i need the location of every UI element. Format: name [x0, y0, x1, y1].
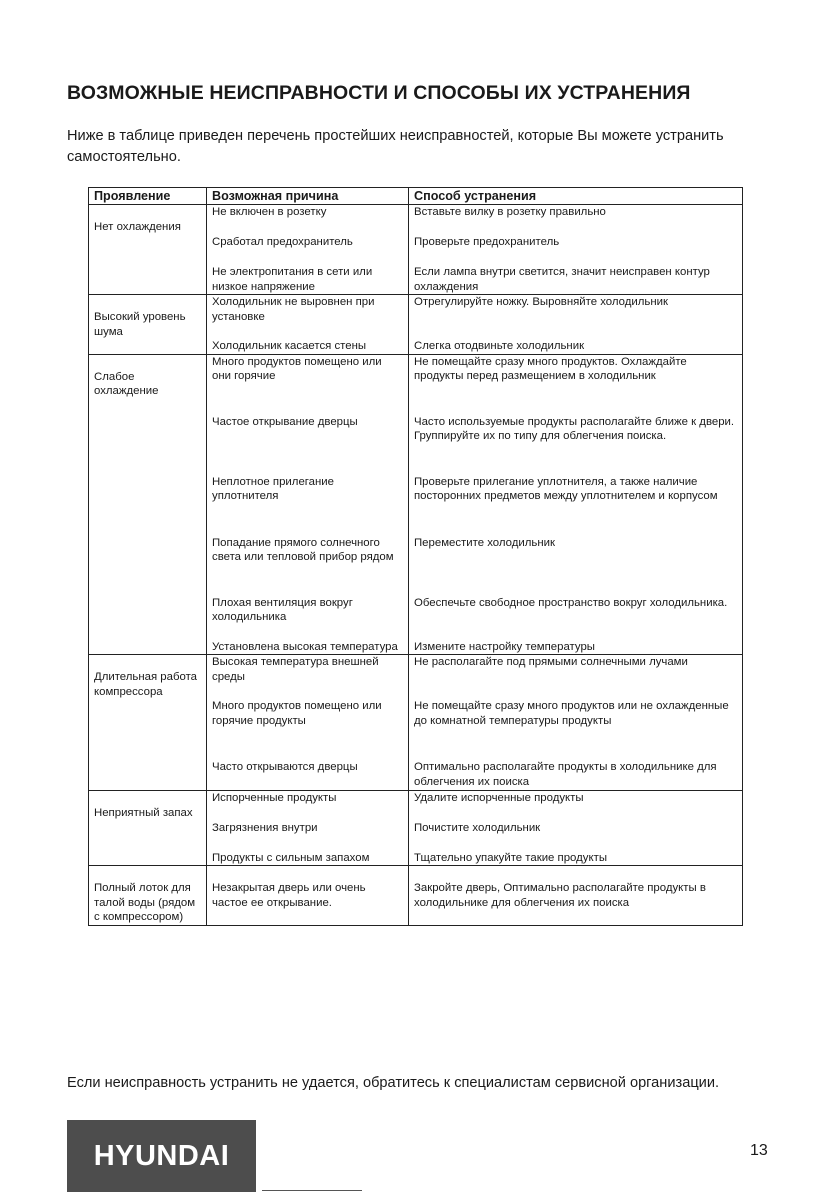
remedy-cell: [409, 354, 743, 655]
remedy-item: Обеспечьте свободное пространство вокруг холодильника.: [414, 596, 728, 609]
remedy-cell: [409, 295, 743, 355]
table-row: [89, 866, 743, 926]
cause-cell: [207, 295, 409, 355]
remedy-item: Вставьте вилку в розетку правильно: [414, 206, 606, 218]
remedy-item: Переместите холодильник: [414, 536, 555, 549]
cause-item: Незакрытая дверь или очень частое ее открывание.: [212, 882, 366, 909]
cause-item: Испорченные продукты: [212, 791, 337, 804]
table-row: [89, 354, 743, 655]
remedy-item: Оптимально располагайте продукты в холодильнике для облегчения их поиска: [414, 761, 717, 788]
symptom-cell: Полный лоток для талой воды (рядом с компрессором): [89, 866, 207, 926]
remedy-item: Почистите холодильник: [414, 821, 541, 834]
cause-item: Установлена высокая температура: [212, 640, 398, 653]
troubleshooting-table: [88, 187, 743, 926]
symptom-cell: Слабое охлаждение: [89, 354, 207, 655]
cause-item: Сработал предохранитель: [212, 236, 353, 248]
cause-item: Холодильник не выровнен при установке: [212, 296, 375, 323]
hyundai-logo: [67, 1120, 256, 1192]
cause-item: Много продуктов помещено или они горячие: [212, 355, 382, 383]
symptom-cell: Длительная работа компрессора: [89, 655, 207, 790]
cause-cell: [207, 354, 409, 655]
symptom-cell: Неприятный запах: [89, 790, 207, 866]
footer-note: Если неисправность устранить не удается, обратитесь к специалистам сервисной организации.: [67, 1075, 720, 1091]
table-row: [89, 655, 743, 790]
remedy-item: Отрегулируйте ножку. Выровняйте холодильник: [414, 296, 668, 309]
remedy-item: Часто используемые продукты располагайте ближе к двери. Группируйте их по типу для облегчения поиска.: [414, 415, 735, 443]
intro-text: Ниже в таблице приведен перечень простейших неисправностей, которые Вы можете устранить самостоятельно.: [67, 128, 724, 165]
remedy-cell: [409, 205, 743, 295]
remedy-item: Не располагайте под прямыми солнечными лучами: [414, 656, 688, 669]
remedy-item: Закройте дверь, Оптимально располагайте продукты в холодильнике для облегчения их поиска: [414, 882, 706, 909]
symptom-cell: Высокий уровень шума: [89, 295, 207, 355]
cause-item: Холодильник касается стены: [212, 340, 367, 353]
header-symptom: Проявление: [89, 188, 207, 205]
cause-cell: [207, 790, 409, 866]
logo-text: HYUNDAI: [93, 1139, 230, 1172]
remedy-item: Не помещайте сразу много продуктов. Охлаждайте продукты перед размещением в холодильник: [414, 355, 687, 383]
page-title: ВОЗМОЖНЫЕ НЕИСПРАВНОСТИ И СПОСОБЫ ИХ УСТРАНЕНИЯ: [67, 82, 691, 104]
table-row: [89, 295, 743, 355]
remedy-item: Измените настройку температуры: [414, 640, 595, 653]
remedy-item: Слегка отодвиньте холодильник: [414, 340, 585, 353]
cause-item: Не электропитания в сети или низкое напряжение: [212, 266, 373, 293]
remedy-item: Если лампа внутри светится, значит неисправен контур охлаждения: [414, 266, 710, 293]
cause-item: Плохая вентиляция вокруг холодильника: [212, 596, 353, 624]
remedy-cell: [409, 866, 743, 926]
table-row: [89, 205, 743, 295]
remedy-cell: [409, 790, 743, 866]
bottom-rule: [262, 1190, 362, 1191]
cause-item: Попадание прямого солнечного света или тепловой прибор рядом: [212, 536, 394, 564]
cause-item: Неплотное прилегание уплотнителя: [212, 475, 335, 503]
cause-item: Много продуктов помещено или горячие продукты: [212, 700, 382, 727]
cause-item: Часто открываются дверцы: [212, 761, 358, 774]
header-cause: Возможная причина: [207, 188, 409, 205]
cause-cell: [207, 205, 409, 295]
table-header-row: [89, 188, 743, 205]
symptom-cell: Нет охлаждения: [89, 205, 207, 295]
remedy-item: Удалите испорченные продукты: [414, 791, 584, 804]
cause-item: Частое открывание дверцы: [212, 415, 358, 428]
cause-item: Загрязнения внутри: [212, 821, 318, 834]
cause-item: Не включен в розетку: [212, 206, 327, 218]
remedy-item: Проверьте прилегание уплотнителя, а также наличие посторонних предметов между уплотнителем и корпусом: [414, 475, 718, 503]
cause-cell: [207, 655, 409, 790]
remedy-item: Не помещайте сразу много продуктов или не охлажденные до комнатной температуры продукты: [414, 700, 729, 727]
cause-item: Продукты с сильным запахом: [212, 851, 370, 864]
table-row: [89, 790, 743, 866]
cause-item: Высокая температура внешней среды: [212, 656, 379, 683]
remedy-item: Тщательно упакуйте такие продукты: [414, 851, 607, 864]
cause-cell: [207, 866, 409, 926]
remedy-item: Проверьте предохранитель: [414, 236, 560, 248]
remedy-cell: [409, 655, 743, 790]
page-number: 13: [750, 1142, 768, 1159]
header-remedy: Способ устранения: [409, 188, 743, 205]
